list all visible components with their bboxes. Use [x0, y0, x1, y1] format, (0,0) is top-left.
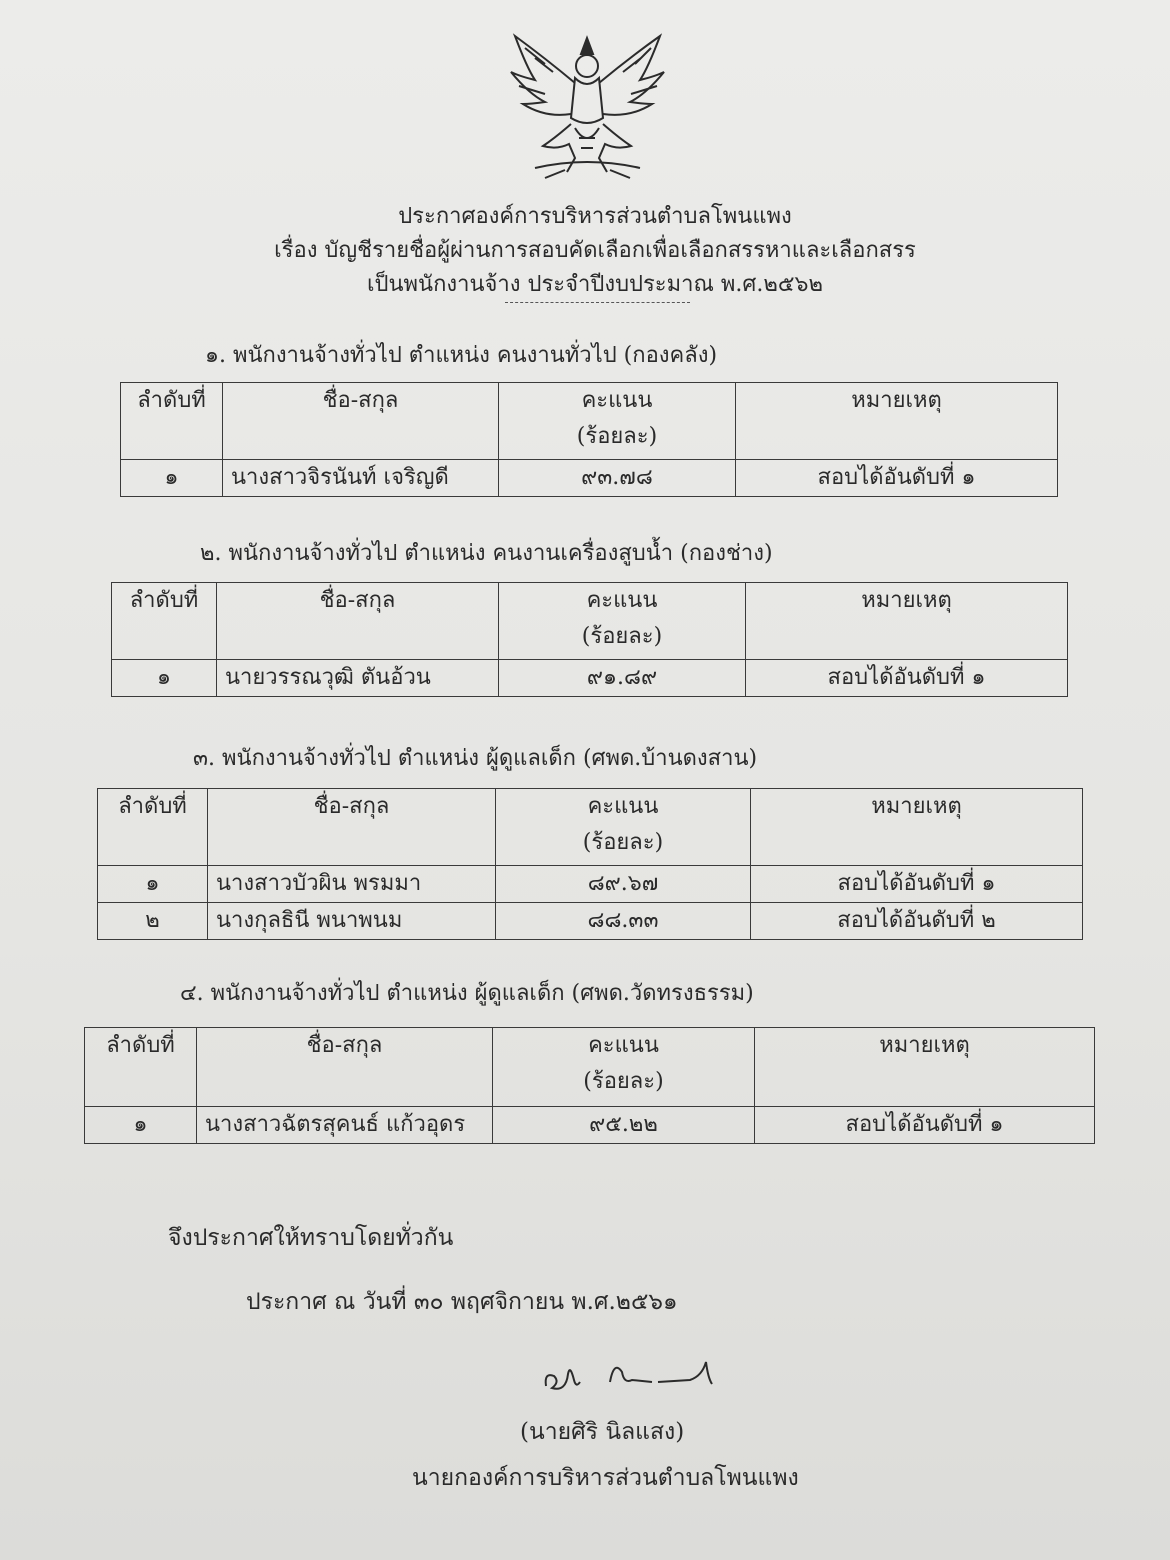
garuda-emblem-icon — [505, 28, 670, 188]
announcement-title: ประกาศองค์การบริหารส่วนตำบลโพนแพง — [398, 204, 792, 229]
remark-cell: สอบได้อันดับที่ ๒ — [751, 903, 1083, 940]
section-title: ๓. พนักงานจ้างทั่วไป ตำแหน่ง ผู้ดูแลเด็ก (ศพด.บ้านดงสาน) — [193, 746, 758, 771]
score-table — [97, 788, 1083, 940]
signature — [540, 1352, 720, 1400]
announcement-subject-line2: เป็นพนักงานจ้าง ประจำปีงบประมาณ พ.ศ.๒๕๖๒ — [367, 272, 823, 297]
divider — [505, 302, 690, 303]
column-header-name: ชื่อ-สกุล — [217, 583, 499, 660]
order-cell: ๑ — [112, 660, 217, 697]
score-cell: ๘๘.๓๓ — [496, 903, 751, 940]
section-title: ๒. พนักงานจ้างทั่วไป ตำแหน่ง คนงานเครื่องสูบน้ำ (กองช่าง) — [200, 541, 773, 566]
score-cell: ๘๙.๖๗ — [496, 866, 751, 903]
column-header-name: ชื่อ-สกุล — [197, 1028, 493, 1107]
column-header-score: คะแนน (ร้อยละ) — [496, 789, 751, 866]
remark-cell: สอบได้อันดับที่ ๑ — [736, 460, 1058, 497]
column-header-remark: หมายเหตุ — [736, 383, 1058, 460]
order-cell: ๒ — [98, 903, 208, 940]
order-cell: ๑ — [98, 866, 208, 903]
name-cell: นางสาวฉัตรสุคนธ์ แก้วอุดร — [197, 1107, 493, 1144]
name-cell: นางสาวบัวผิน พรมมา — [208, 866, 496, 903]
table-row — [112, 660, 1068, 697]
name-cell: นางกุลธินี พนาพนม — [208, 903, 496, 940]
column-header-score: คะแนน (ร้อยละ) — [493, 1028, 755, 1107]
table-row — [121, 460, 1058, 497]
signer-name: (นายศิริ นิลแสง) — [520, 1419, 685, 1445]
column-header-remark: หมายเหตุ — [746, 583, 1068, 660]
column-header-name: ชื่อ-สกุล — [208, 789, 496, 866]
remark-cell: สอบได้อันดับที่ ๑ — [746, 660, 1068, 697]
column-header-order: ลำดับที่ — [121, 383, 223, 460]
remark-cell: สอบได้อันดับที่ ๑ — [751, 866, 1083, 903]
name-cell: นางสาวจิรนันท์ เจริญดี — [223, 460, 499, 497]
name-cell: นายวรรณวุฒิ ตันอ้วน — [217, 660, 499, 697]
column-header-order: ลำดับที่ — [85, 1028, 197, 1107]
score-cell: ๙๑.๘๙ — [499, 660, 746, 697]
score-table — [120, 382, 1058, 497]
announcement-date: ประกาศ ณ วันที่ ๓๐ พฤศจิกายน พ.ศ.๒๕๖๑ — [246, 1289, 678, 1315]
table-row — [85, 1107, 1095, 1144]
remark-cell: สอบได้อันดับที่ ๑ — [755, 1107, 1095, 1144]
signer-title: นายกองค์การบริหารส่วนตำบลโพนแพง — [412, 1465, 799, 1491]
column-header-order: ลำดับที่ — [98, 789, 208, 866]
announcement-subject: เรื่อง บัญชีรายชื่อผู้ผ่านการสอบคัดเลือกเพื่อเลือกสรรหาและเลือกสรร — [274, 238, 916, 263]
column-header-order: ลำดับที่ — [112, 583, 217, 660]
score-table — [84, 1027, 1095, 1144]
table-row — [98, 866, 1083, 903]
column-header-name: ชื่อ-สกุล — [223, 383, 499, 460]
section-title: ๔. พนักงานจ้างทั่วไป ตำแหน่ง ผู้ดูแลเด็ก (ศพด.วัดทรงธรรม) — [180, 981, 754, 1006]
column-header-remark: หมายเหตุ — [755, 1028, 1095, 1107]
order-cell: ๑ — [85, 1107, 197, 1144]
column-header-score: คะแนน (ร้อยละ) — [499, 583, 746, 660]
order-cell: ๑ — [121, 460, 223, 497]
column-header-score: คะแนน (ร้อยละ) — [499, 383, 736, 460]
score-cell: ๙๓.๗๘ — [499, 460, 736, 497]
score-cell: ๙๕.๒๒ — [493, 1107, 755, 1144]
score-table — [111, 582, 1068, 697]
column-header-remark: หมายเหตุ — [751, 789, 1083, 866]
section-title: ๑. พนักงานจ้างทั่วไป ตำแหน่ง คนงานทั่วไป (กองคลัง) — [205, 343, 718, 368]
closing-statement: จึงประกาศให้ทราบโดยทั่วกัน — [168, 1225, 454, 1251]
table-row — [98, 903, 1083, 940]
